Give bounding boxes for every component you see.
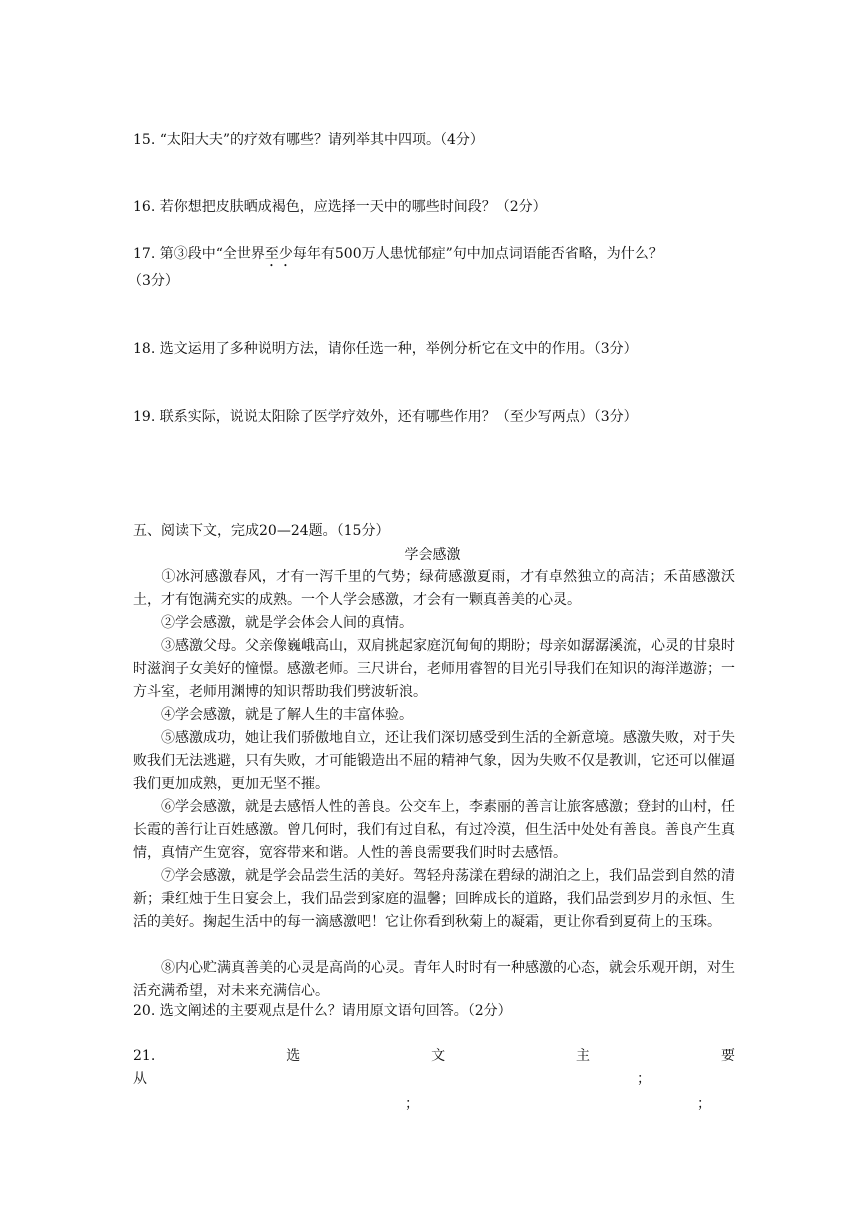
paragraph-3: ③感激父母。父亲像巍峨高山，双肩挑起家庭沉甸甸的期盼；母亲如潺潺溪流，心灵的甘泉时时滋润子女美好的憧憬。感激老师。三尺讲台，老师用睿智的目光引导我们在知识的海洋遨游；一方斗室，老师用渊博的知识帮助我们劈波斩浪。 — [133, 638, 735, 700]
question-18: 18. 选文运用了多种说明方法，请你任选一种，举例分析它在文中的作用。（3分） — [133, 341, 638, 357]
paragraph-4: ④学会感激，就是了解人生的丰富体验。 — [161, 707, 413, 723]
question-17-dotted-word: 至少 — [264, 246, 293, 262]
question-21-line-1 — [133, 1046, 735, 1066]
question-21-word: 主 — [576, 1048, 591, 1064]
question-19: 19. 联系实际，说说太阳除了医学疗效外，还有哪些作用？（至少写两点）（3分） — [133, 409, 638, 425]
paragraph-7: ⑦学会感激，就是学会品尝生活的美好。驾轻舟荡漾在碧绿的湖泊之上，我们品尝到自然的清新；秉红烛于生日宴会上，我们品尝到家庭的温馨；回眸成长的道路，我们品尝到岁月的永恒、生活的美好。掬起生活中的每一滴感激吧！它让你看到秋菊上的凝霜，更让你看到夏荷上的玉珠。 — [133, 868, 735, 930]
question-20: 20. 选文阐述的主要观点是什么？请用原文语句回答。（2分） — [133, 1003, 512, 1019]
question-21-number: 21. — [133, 1048, 156, 1064]
question-21-word: 文 — [431, 1048, 446, 1064]
answer-blank-separator: ； — [405, 1096, 419, 1112]
question-21-line-2-start: 从 — [133, 1071, 147, 1087]
paragraph-5: ⑤感激成功，她让我们骄傲地自立，还让我们深切感受到生活的全新意境。感激失败，对于失败我们无法逃避，只有失败，才可能锻造出不屈的精神气象，因为失败不仅是教训，它还可以催逼我们更加成熟，更加无坚不摧。 — [133, 730, 735, 792]
question-17 — [133, 244, 663, 270]
question-16: 16. 若你想把皮肤晒成褐色，应选择一天中的哪些时间段？（2分） — [133, 199, 547, 215]
question-17-text-pre: 17. 第③段中“全世界 — [133, 246, 265, 262]
answer-blank-separator: ； — [637, 1071, 651, 1087]
paragraph-1: ①冰河感激春风，才有一泻千里的气势；绿荷感激夏雨，才有卓然独立的高洁；禾苗感激沃土，才有饱满充实的成熟。一个人学会感激，才会有一颗真善美的心灵。 — [133, 569, 735, 608]
answer-blank-separator: ； — [697, 1096, 711, 1112]
paragraph-2: ②学会感激，就是学会体会人间的真情。 — [161, 615, 413, 631]
question-17-score: （3分） — [128, 273, 179, 289]
paragraph-6: ⑥学会感激，就是去感悟人性的善良。公交车上，李素丽的善言让旅客感激；登封的山村，任长霞的善行让百姓感激。曾几何时，我们有过自私，有过冷漠，但生活中处处有善良。善良产生真情，真情产生宽容，宽容带来和谐。人性的善良需要我们时时去感悟。 — [133, 799, 735, 861]
article-title: 学会感激 — [404, 547, 461, 563]
section-heading: 五、阅读下文，完成20—24题。（15分） — [133, 523, 390, 539]
question-17-text-post: 每年有500万人患忧郁症”句中加点词语能否省略，为什么？ — [292, 246, 663, 262]
question-21-word: 要 — [720, 1048, 735, 1064]
paragraph-8: ⑧内心贮满真善美的心灵是高尚的心灵。青年人时时有一种感激的心态，就会乐观开朗，对生活充满希望，对未来充满信心。 — [133, 960, 735, 999]
question-21-word: 选 — [286, 1048, 301, 1064]
question-15: 15. “太阳大夫”的疗效有哪些？请列举其中四项。（4分） — [133, 132, 484, 148]
